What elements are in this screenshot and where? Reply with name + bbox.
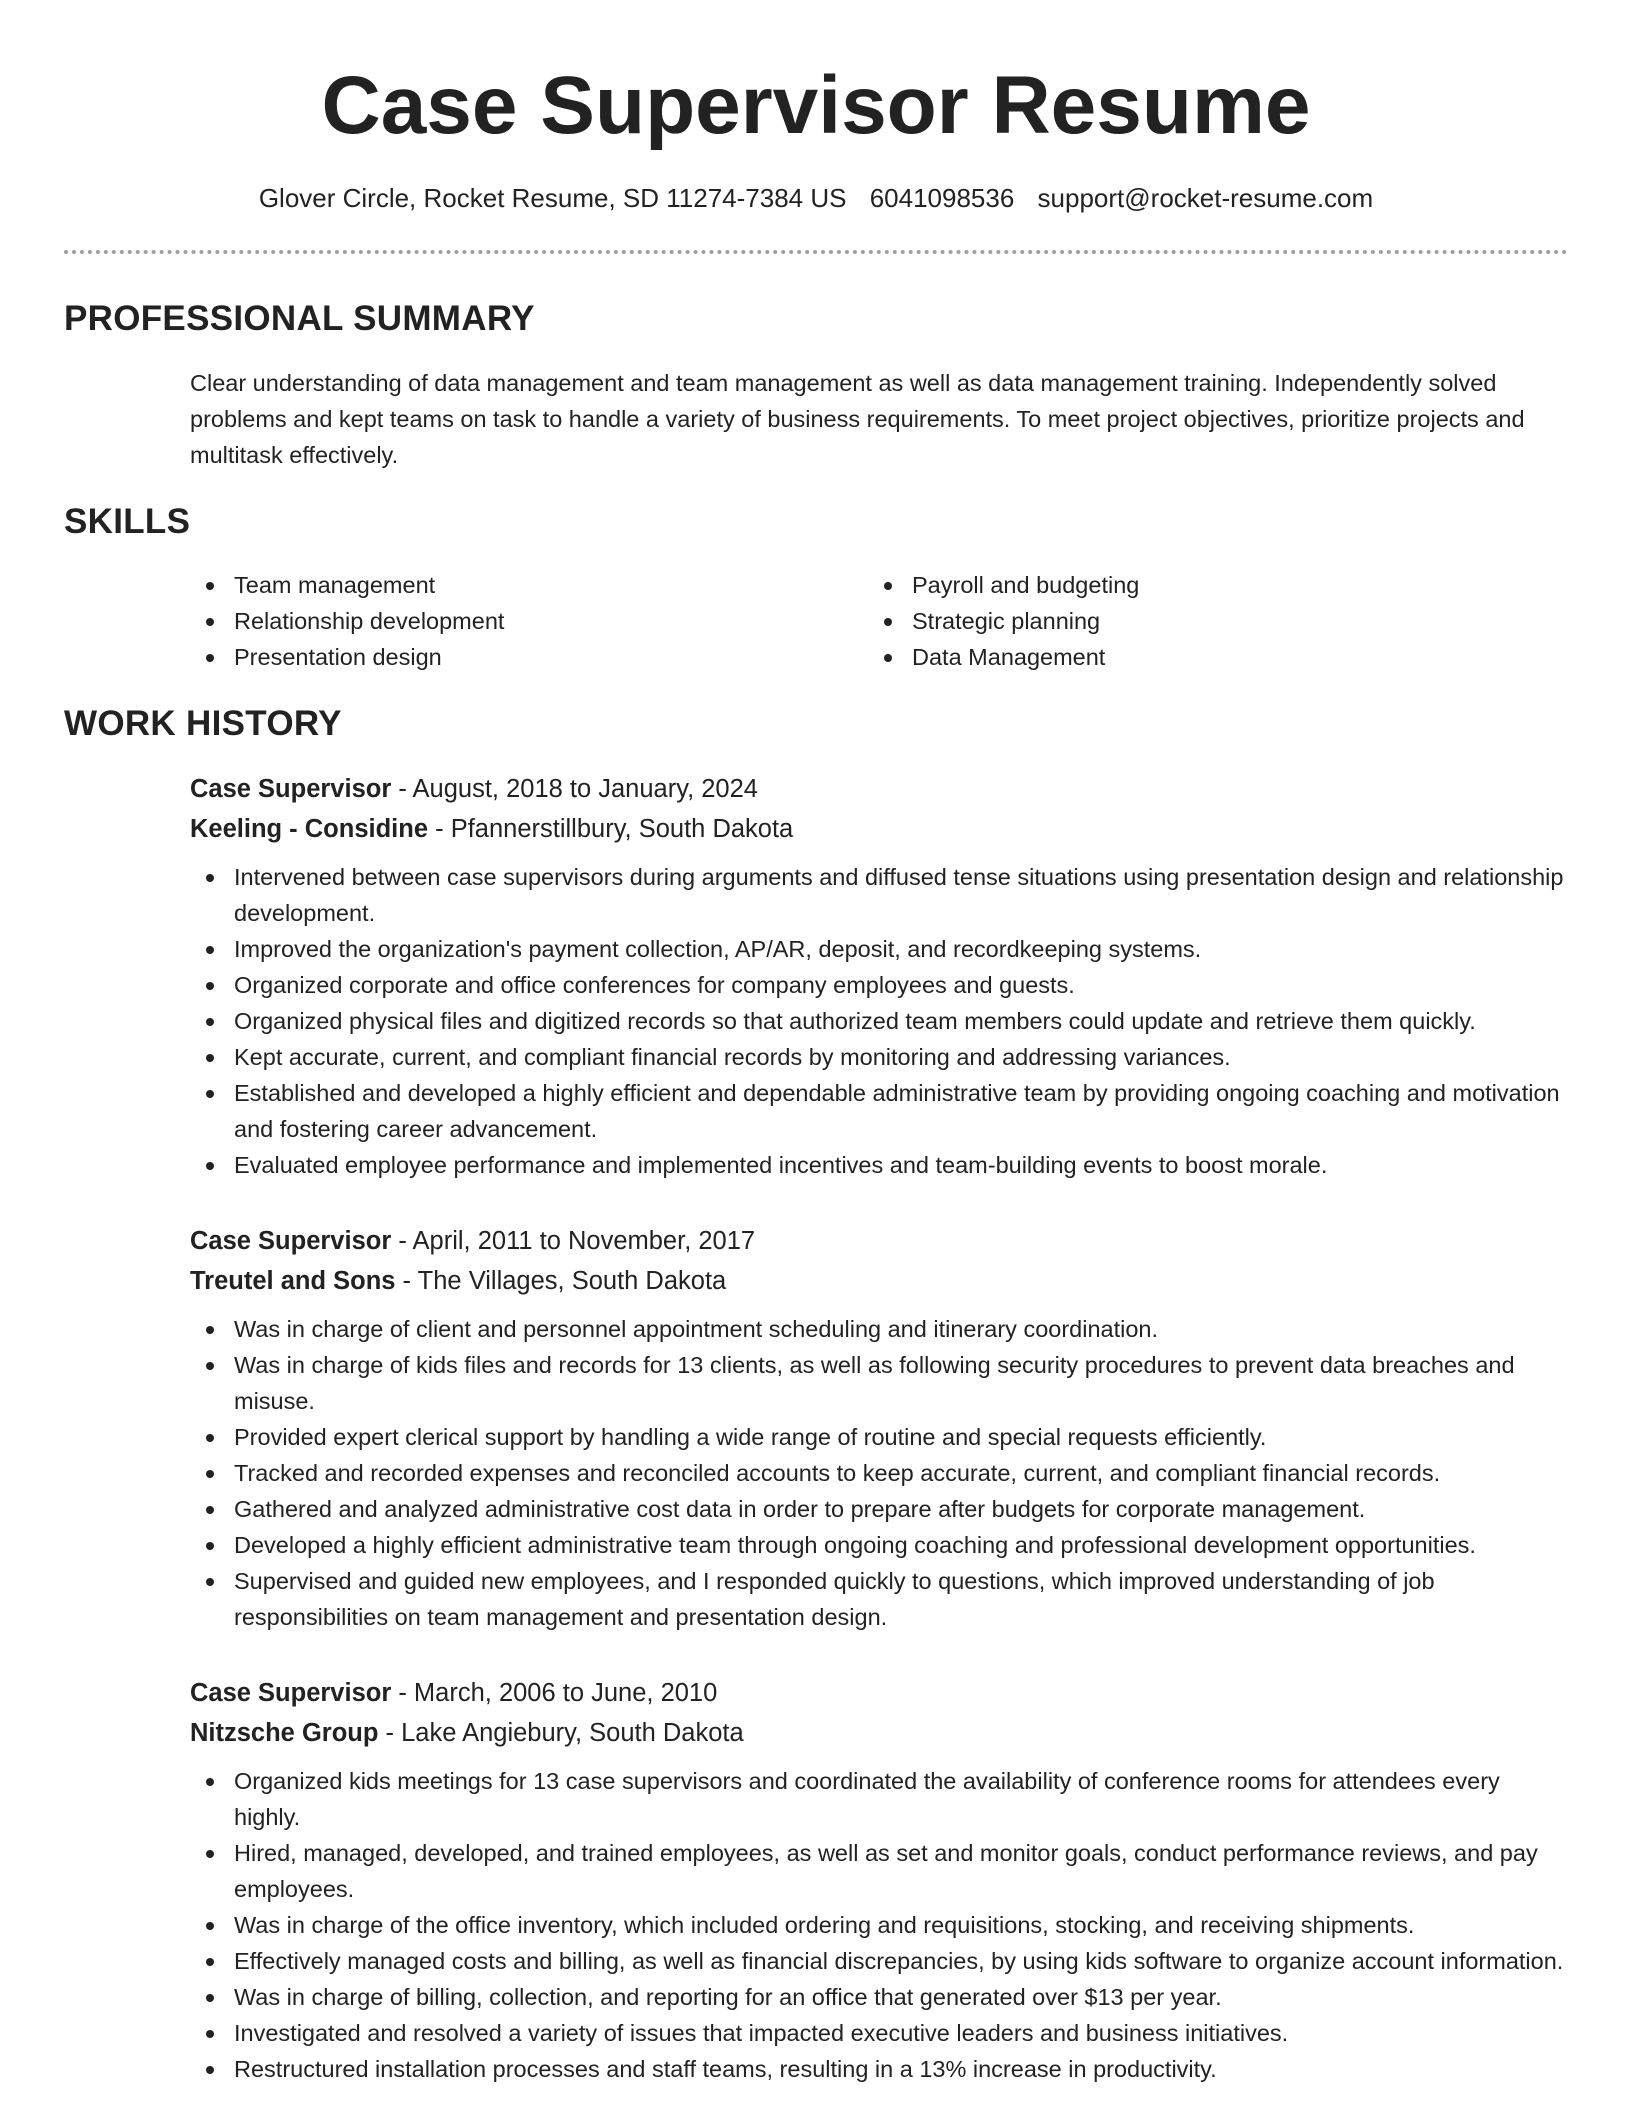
job-entry [190, 769, 1570, 1183]
job-entry [190, 1673, 1570, 2087]
job-bullet: Organized physical files and digitized records so that authorized team members could update and retrieve them quickly. [190, 1003, 1570, 1039]
job-location: - Lake Angiebury, South Dakota [378, 1719, 744, 1747]
job-title-line [190, 1221, 1570, 1261]
skill-item: Presentation design [190, 639, 830, 675]
job-bullets [190, 1763, 1570, 2087]
job-bullet: Investigated and resolved a variety of issues that impacted executive leaders and business initiatives. [190, 2015, 1570, 2051]
contact-address: Glover Circle, Rocket Resume, SD 11274-7384 US [258, 183, 847, 213]
job-bullet: Was in charge of billing, collection, and reporting for an office that generated over $13 per year. [190, 1979, 1570, 2015]
job-company-line [190, 1261, 1570, 1301]
job-bullet: Provided expert clerical support by handling a wide range of routine and special requests efficiently. [190, 1419, 1570, 1455]
job-company: Treutel and Sons [190, 1267, 396, 1295]
page-title: Case Supervisor Resume [321, 60, 1311, 151]
job-bullet: Hired, managed, developed, and trained employees, as well as set and monitor goals, conduct performance reviews, and pay employees. [190, 1835, 1570, 1907]
job-company: Keeling - Considine [190, 815, 429, 843]
job-bullet: Developed a highly efficient administrative team through ongoing coaching and professional development opportunities. [190, 1527, 1570, 1563]
job-company-line [190, 809, 1570, 849]
job-company-line [190, 1713, 1570, 1753]
header-divider [64, 250, 1568, 254]
job-title: Case Supervisor [190, 1227, 392, 1255]
job-title-line [190, 1673, 1570, 1713]
contact-email: support@rocket-resume.com [1037, 183, 1374, 213]
job-dates: - March, 2006 to June, 2010 [391, 1679, 718, 1707]
job-title-line [190, 769, 1570, 809]
contact-line [0, 180, 1632, 216]
job-bullet: Restructured installation processes and staff teams, resulting in a 13% increase in productivity. [190, 2051, 1570, 2087]
job-bullet: Organized corporate and office conferences for company employees and guests. [190, 967, 1570, 1003]
job-bullet: Organized kids meetings for 13 case supervisors and coordinated the availability of conference rooms for attendees every highly. [190, 1763, 1570, 1835]
skill-item: Team management [190, 567, 830, 603]
skill-item: Payroll and budgeting [868, 567, 1508, 603]
skills-list-right [868, 567, 1508, 675]
job-title: Case Supervisor [190, 1679, 392, 1707]
job-bullet: Kept accurate, current, and compliant financial records by monitoring and addressing variances. [190, 1039, 1570, 1075]
job-company: Nitzsche Group [190, 1719, 379, 1747]
job-entry [190, 1221, 1570, 1635]
job-bullets [190, 1311, 1570, 1635]
job-location: - Pfannerstillbury, South Dakota [428, 815, 794, 843]
job-bullet: Tracked and recorded expenses and reconciled accounts to keep accurate, current, and compliant financial records. [190, 1455, 1570, 1491]
skill-item: Relationship development [190, 603, 830, 639]
summary-text: Clear understanding of data management and team management as well as data management training. Independently solved problems and kept teams on task to handle a variety of business requirements. To meet project objectives, prioritize projects and multitask effectively. [190, 370, 1525, 468]
job-title: Case Supervisor [190, 775, 392, 803]
skill-item: Data Management [868, 639, 1508, 675]
job-bullets [190, 859, 1570, 1183]
job-bullet: Established and developed a highly efficient and dependable administrative team by providing ongoing coaching and motivation and fostering career advancement. [190, 1075, 1570, 1147]
job-bullet: Was in charge of client and personnel appointment scheduling and itinerary coordination. [190, 1311, 1570, 1347]
job-bullet: Intervened between case supervisors during arguments and diffused tense situations using presentation design and relationship development. [190, 859, 1570, 931]
job-bullet: Effectively managed costs and billing, as well as financial discrepancies, by using kids software to organize account information. [190, 1943, 1570, 1979]
summary-heading: PROFESSIONAL SUMMARY [64, 299, 535, 338]
job-bullet: Was in charge of kids files and records for 13 clients, as well as following security procedures to prevent data breaches and misuse. [190, 1347, 1570, 1419]
contact-phone: 6041098536 [869, 183, 1015, 213]
skills-heading: SKILLS [64, 502, 191, 541]
job-bullet: Improved the organization's payment collection, AP/AR, deposit, and recordkeeping systems. [190, 931, 1570, 967]
job-bullet: Gathered and analyzed administrative cost data in order to prepare after budgets for corporate management. [190, 1491, 1570, 1527]
job-location: - The Villages, South Dakota [395, 1267, 727, 1295]
job-bullet: Evaluated employee performance and implemented incentives and team-building events to boost morale. [190, 1147, 1570, 1183]
skill-item: Strategic planning [868, 603, 1508, 639]
job-bullet: Supervised and guided new employees, and I responded quickly to questions, which improved understanding of job responsibilities on team management and presentation design. [190, 1563, 1570, 1635]
job-dates: - August, 2018 to January, 2024 [391, 775, 758, 803]
job-bullet: Was in charge of the office inventory, which included ordering and requisitions, stocking, and receiving shipments. [190, 1907, 1570, 1943]
work-history-heading: WORK HISTORY [64, 704, 342, 743]
job-dates: - April, 2011 to November, 2017 [391, 1227, 756, 1255]
skills-list-left [190, 567, 830, 675]
